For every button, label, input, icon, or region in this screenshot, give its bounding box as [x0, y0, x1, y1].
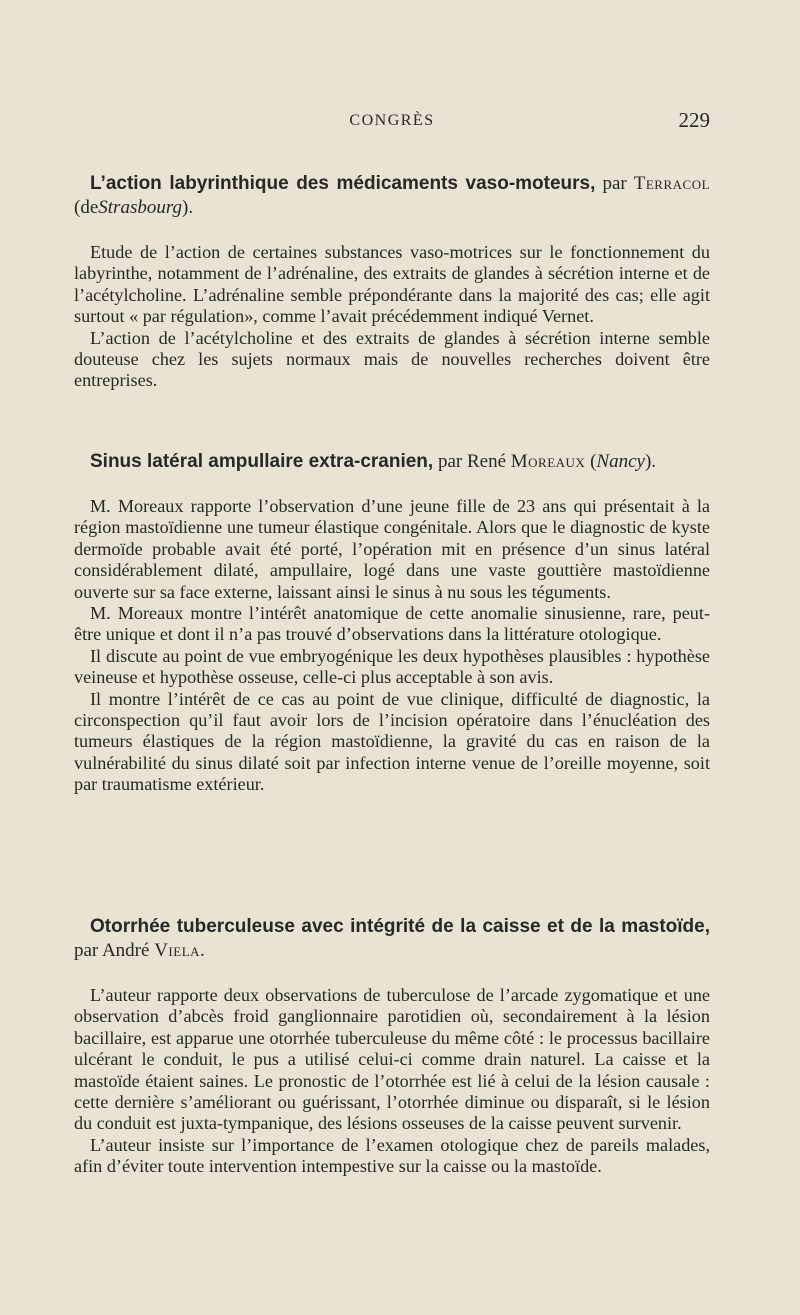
article-terracol	[74, 172, 710, 392]
article-title	[74, 172, 710, 220]
article-paragraph: L’action de l’acétylcholine et des extraits de glandes à sécrétion interne semble douteuse chez les sujets normaux mais de nouvelles recherches doivent être entreprises.	[74, 327, 710, 391]
article-title-by: par André	[74, 940, 150, 961]
article-affiliation: Nancy	[596, 451, 645, 472]
article-paragraph: Il montre l’intérêt de ce cas au point de vue clinique, difficulté de diagnostic, la circonspection qu’il faut avoir lors de l’incision opératoire dans l’énucléation des tumeurs élastiques de la région mastoïdienne, la gravité du cas en raison de la vulnérabilité du sinus dilaté soit par infection interne venue de l’oreille moyenne, soit par traumatisme extérieur.	[74, 688, 710, 795]
article-body	[74, 496, 710, 796]
article-title-by: par René	[437, 451, 507, 472]
article-paragraph: Etude de l’action de certaines substances vaso-motrices sur le fonctionnement du labyrinthe, notamment de l’adrénaline, des extraits de glandes à sécrétion interne et de l’acétylcholine. L’adrénaline semble prépondérante dans la majorité des cas; elle agit surtout « par régulation», comme l’avait précédemment indiqué Vernet.	[74, 242, 710, 327]
article-paragraph: M. Moreaux montre l’intérêt anatomique de cette anomalie sinusienne, rare, peut-être unique et dont il n’a pas trouvé d’observations dans la littérature otologique.	[74, 603, 710, 645]
article-affiliation-close: .	[200, 940, 205, 961]
article-viela	[74, 915, 710, 1178]
article-title-main: L’action labyrinthique des médicaments vaso-moteurs,	[90, 173, 596, 194]
article-affiliation-open: (	[590, 451, 597, 472]
article-paragraph: L’auteur rapporte deux observations de tuberculose de l’arcade zygomatique et une observation d’abcès froid ganglionnaire parotidien où, secondairement à la lésion bacillaire, est apparue une otorrhée tuberculeuse du même côté : le processus bacillaire ulcérant le conduit, le pus a utilisé celui-ci comme drain naturel. La caisse et la mastoïde étaient saines. Le pronostic de l’otorrhée est lié à celui de la lésion causale : cette dernière s’améliorant ou guérissant, l’otorrhée diminue ou disparaît, si le lésion du conduit est juxta-tympanique, des lésions osseuses de la caisse peuvent survenir.	[74, 985, 710, 1134]
page-number: 229	[678, 108, 710, 132]
article-affiliation-close: ).	[182, 197, 194, 218]
article-body	[74, 242, 710, 392]
article-paragraph: M. Moreaux rapporte l’observation d’une jeune fille de 23 ans qui présentait à la région mastoïdienne une tumeur élastique congénitale. Alors que le diagnostic de kyste dermoïde probable avait été porté, l’opération mit en présence d’un sinus latéral considérablement dilaté, ampullaire, logé dans une vaste gouttière mastoïdienne ouverte sur sa face externe, laissant ainsi le sinus à nu sous les téguments.	[74, 496, 710, 602]
article-author: Viela	[154, 940, 201, 961]
article-title-main: Otorrhée tuberculeuse avec intégrité de la caisse et de la mastoïde,	[90, 916, 710, 937]
article-paragraph: L’auteur insiste sur l’importance de l’examen otologique chez de pareils malades, afin d’éviter toute intervention intempestive sur la caisse ou la mastoïde.	[74, 1134, 710, 1177]
article-affiliation: Strasbourg	[98, 197, 183, 218]
article-body	[74, 985, 710, 1178]
article-title	[74, 915, 710, 963]
article-title-main: Sinus latéral ampullaire extra-cranien,	[90, 451, 434, 472]
running-head	[74, 108, 710, 138]
article-title-by: par	[602, 173, 627, 194]
running-head-title: CONGRÈS	[349, 112, 435, 129]
article-author: Moreaux	[510, 451, 586, 472]
article-title	[74, 450, 710, 474]
article-affiliation-open: (de	[74, 197, 99, 218]
article-affiliation-close: ).	[644, 451, 657, 472]
article-paragraph: Il discute au point de vue embryogénique les deux hypothèses plausibles : hypothèse veineuse et hypothèse osseuse, celle-ci plus acceptable à son avis.	[74, 645, 710, 688]
article-author: Terracol	[633, 173, 711, 194]
article-moreaux	[74, 450, 710, 796]
